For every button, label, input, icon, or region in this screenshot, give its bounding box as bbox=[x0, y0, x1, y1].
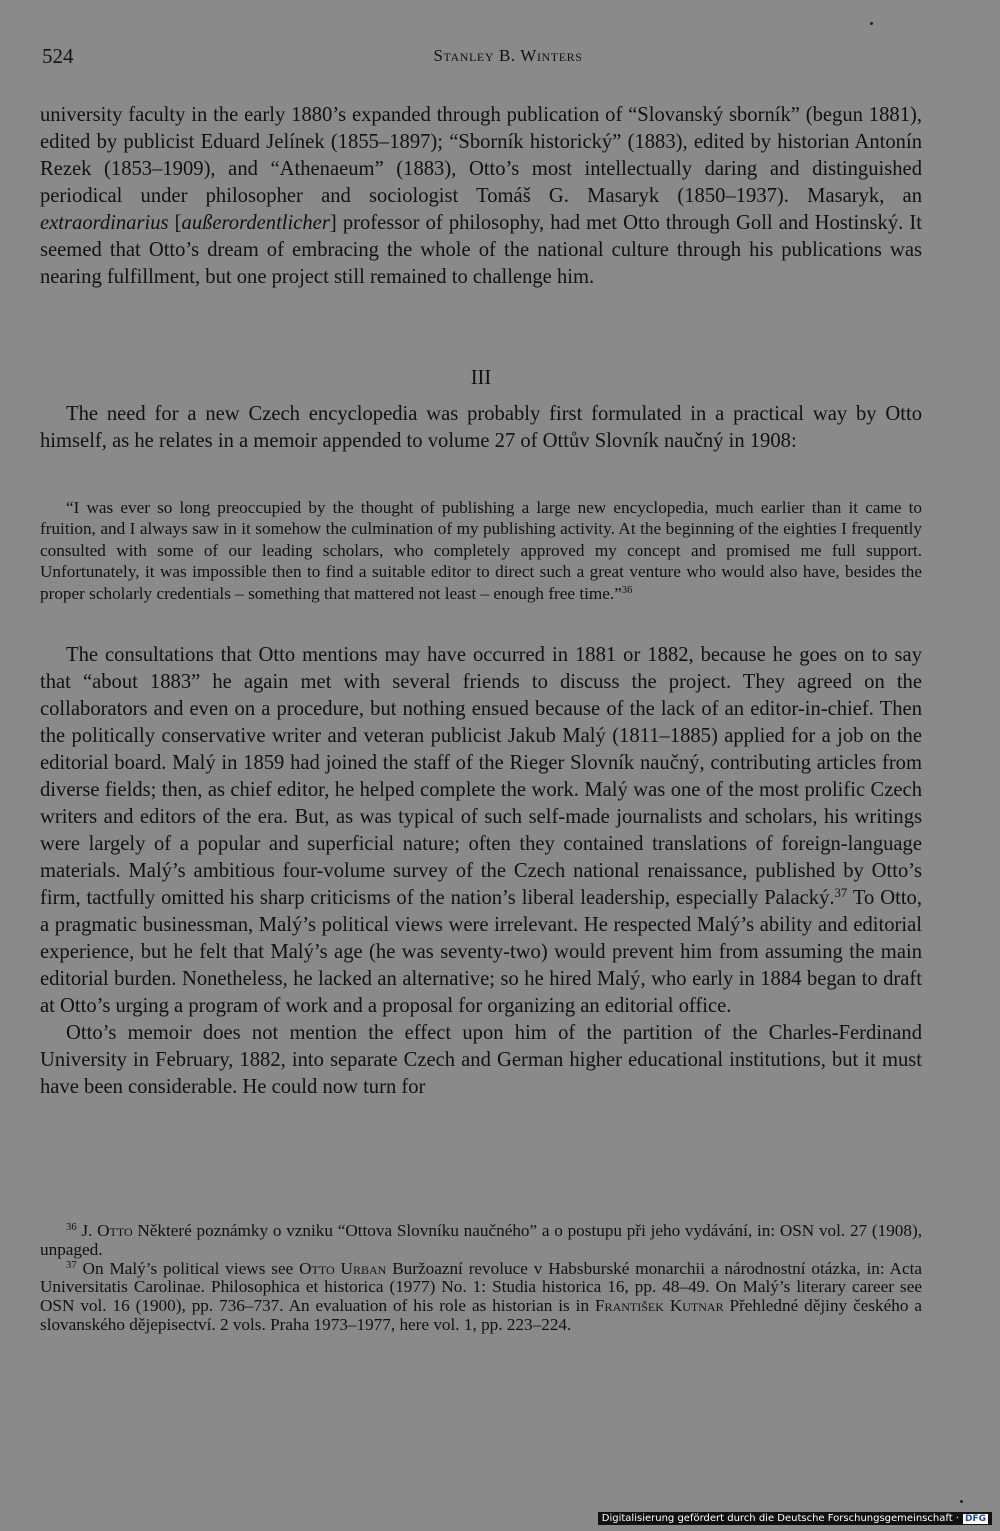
paragraph-1-text-b: [ bbox=[168, 212, 182, 234]
footnote-36-text: Některé poznámky o vzniku “Ottova Slovníku naučného” a o postupu při jeho vydávání, in: OSN vol. 27 (1908), unpaged. bbox=[40, 1221, 923, 1259]
page-header bbox=[42, 44, 922, 70]
scan-speck bbox=[960, 1500, 963, 1503]
page-number: 524 bbox=[42, 44, 74, 68]
paragraph-2 bbox=[40, 401, 922, 455]
paragraph-1-italic-ausserordentlicher: außerordentlicher bbox=[181, 212, 330, 234]
footnote-37 bbox=[40, 1260, 922, 1335]
paragraph-1-text-c: ] professor of philosophy, had met Otto through Goll and Hostinský. It seemed that Otto’s dream of embracing the whole of the national culture through his publications was nearing fulfillment, but one project still remained to challenge him. bbox=[40, 212, 922, 288]
paragraph-3-text-b: To Otto, a pragmatic businessman, Malý’s political views were irrelevant. He respected Malý’s ability and editorial experience, but he felt that Malý’s age (he was seventy-two) would prevent him from assuming the main editorial burden. Nonetheless, he lacked an alternative; so he hired Malý, who early in 1884 began to draft at Otto’s urging a program of work and a proposal for organizing an editorial office. bbox=[40, 887, 922, 1017]
paragraph-3 bbox=[40, 642, 922, 1101]
footnote-36-number: 36 bbox=[66, 1222, 77, 1234]
paragraph-2-text: The need for a new Czech encyclopedia was probably first formulated in a practical way by Otto himself, as he relates in a memoir appended to volume 27 of Ottův Slovník naučný in 1908: bbox=[40, 403, 922, 452]
footnote-37-text-a: On Malý’s political views see bbox=[76, 1258, 300, 1278]
paragraph-1 bbox=[40, 102, 922, 291]
digitization-footer bbox=[598, 1512, 992, 1525]
footnotes bbox=[40, 1222, 922, 1335]
section-heading: III bbox=[470, 367, 492, 389]
running-head: Stanley B. Winters bbox=[433, 46, 583, 65]
footnote-37-author-1: Otto Urban bbox=[299, 1258, 387, 1278]
footnote-36 bbox=[40, 1222, 922, 1260]
footnote-36-author: J. Otto bbox=[81, 1221, 133, 1240]
paragraph-4: Otto’s memoir does not mention the effect upon him of the partition of the Charles-Ferdinand University in February, 1882, into separate Czech and German higher educational institutions, but it must have been considerable. He could now turn for bbox=[40, 1022, 922, 1098]
paragraph-3-text-a: The consultations that Otto mentions may have occurred in 1881 or 1882, because he goes on to say that “about 1883” he again met with several friends to discuss the project. They agreed on the collaborators and even on a procedure, but nothing ensued because of the lack of an editor-in-chief. Then the politically conservative writer and veteran publicist Jakub Malý (1811–1885) applied for a job on the editorial board. Malý in 1859 had joined the staff of the Rieger Slovník naučný, contributing articles from diverse fields; then, as chief editor, he helped complete the work. Malý was one of the most prolific Czech writers and editors of the era. But, as was typical of such self-made journalists and scholars, his writings were largely of a popular and superficial nature; often they contained translations of foreign-language materials. Malý’s ambitious four-volume survey of the Czech national renaissance, published by Otto’s firm, tactfully omitted his sharp criticisms of the nation’s liberal leadership, especially Palacký. bbox=[40, 644, 922, 909]
paragraph-1-text-a: university faculty in the early 1880’s expanded through publication of “Slovanský sborník” (begun 1881), edited by publicist Eduard Jelínek (1855–1897); “Sborník historický” (1883), edited by historian Antonín Rezek (1853–1909), and “Athenaeum” (1883), Otto’s most intellectually daring and distinguished periodical under philosopher and sociologist Tomáš G. Masaryk (1850–1937). Masaryk, an bbox=[40, 104, 922, 207]
digitization-credit: Digitalisierung gefördert durch die Deutsche Forschungsgemeinschaft · bbox=[601, 1513, 959, 1524]
footnote-37-text-b: Buržoazní revoluce v Habsburské monarchii a národnostní otázka, in: Acta Universitatis Carolinae. Philosophica et historica (1977) No. 1: Studia historica 16, pp. 48–49. On Malý’s literary career see OSN vol. 16 (1900), pp. 736–737. An evaluation of his role as historian is in bbox=[40, 1258, 922, 1316]
footnote-37-number: 37 bbox=[66, 1259, 77, 1271]
footnote-ref-37: 37 bbox=[834, 885, 848, 900]
footnote-37-text-c: Přehledné dějiny českého a slovanského dějepisectví. 2 vols. Praha 1973–1977, here vol. 1, pp. 223–224. bbox=[40, 1296, 922, 1334]
footnote-ref-36: 36 bbox=[621, 584, 633, 596]
block-quote bbox=[40, 497, 922, 604]
dfg-logo-icon: DFG bbox=[964, 1513, 986, 1524]
scan-speck bbox=[870, 22, 873, 25]
paragraph-1-italic-extraordinarius: extraordinarius bbox=[40, 212, 169, 234]
footnote-37-author-2: František Kutnar bbox=[595, 1296, 724, 1316]
block-quote-text: “I was ever so long preoccupied by the thought of publishing a large new encyclopedia, much earlier than it came to fruition, and I always saw in it somehow the culmination of my publishing activity. At the beginning of the eighties I frequently consulted with some of our leading scholars, who completely approved my concept and promised me full support. Unfortunately, it was impossible then to find a suitable editor to direct such a great venture who would also have, besides the proper scholarly credentials – something that mattered not least – enough free time.” bbox=[40, 498, 922, 603]
